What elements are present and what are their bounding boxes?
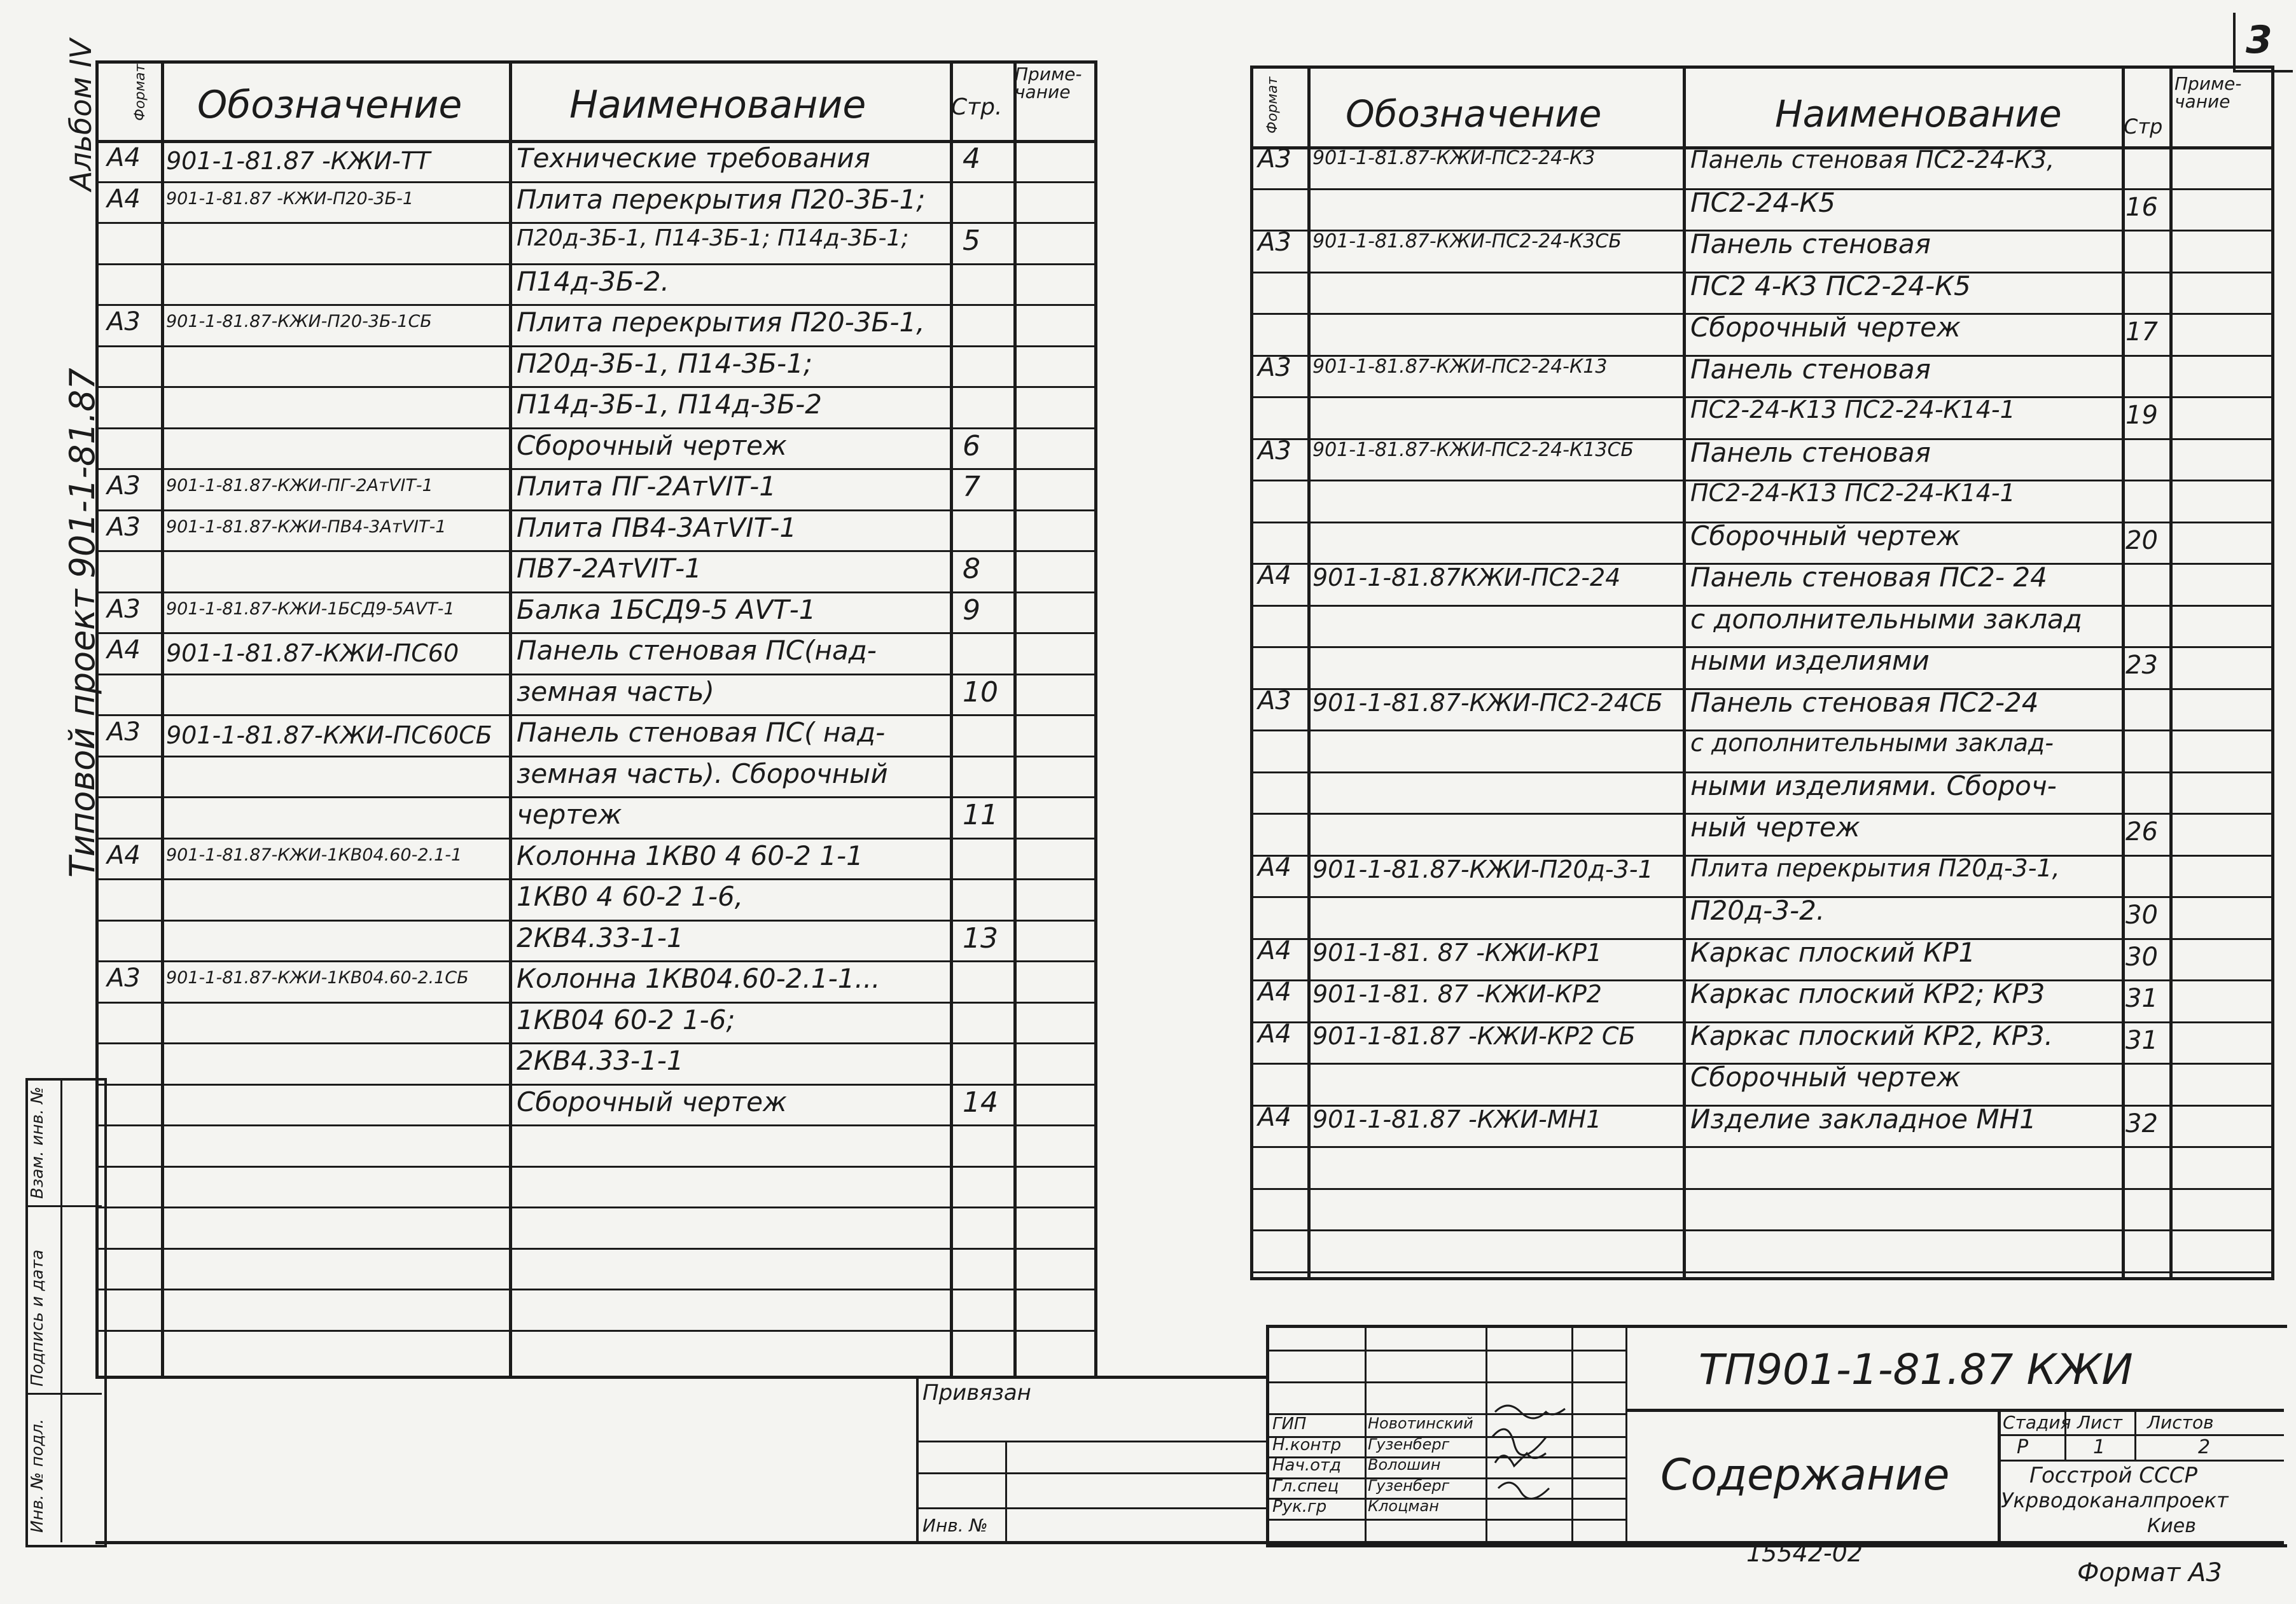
left-header-note: Приме-чание	[1015, 64, 1082, 102]
row-name: 1КВ04 60-2 1-6;	[517, 1004, 735, 1035]
table-row-line	[95, 468, 1097, 470]
table-row-line	[95, 878, 1097, 880]
row-page: 7	[963, 471, 980, 503]
row-designation: 901-1-81. 87 -КЖИ-КР1	[1312, 938, 1602, 967]
role-name: Гузенберг	[1368, 1476, 1450, 1495]
row-page: 6	[963, 429, 980, 462]
row-format: A4	[1258, 936, 1291, 965]
signature-marks	[1482, 1393, 1571, 1507]
table-row-line	[95, 181, 1097, 183]
table-row-line	[95, 345, 1097, 347]
table-row-line	[95, 756, 1097, 757]
row-format: A3	[107, 512, 141, 542]
row-name: Панель стеновая ПС2-24	[1690, 686, 2039, 718]
row-name: ПС2-24-К5	[1690, 186, 1835, 218]
row-page: 11	[963, 799, 998, 831]
row-designation: 901-1-81.87-КЖИ-ПС2-24-К13	[1312, 355, 1608, 378]
stamp-number: 15542-02	[1746, 1539, 1863, 1567]
row-name: ными изделиями	[1690, 645, 1930, 676]
row-name: ными изделиями. Сбороч-	[1690, 770, 2057, 801]
table-row-line	[95, 1002, 1097, 1004]
sheet-header: Лист	[2077, 1412, 2122, 1433]
table-row-line	[95, 674, 1097, 675]
row-format: A3	[107, 594, 141, 624]
row-designation: 901-1-81.87-КЖИ-ПВ4-3АтVIТ-1	[166, 516, 447, 537]
sheets-header: Листов	[2147, 1412, 2214, 1433]
row-page: 20	[2126, 525, 2158, 555]
row-page: 26	[2126, 817, 2158, 847]
row-name: Сборочный чертеж	[517, 429, 787, 461]
table-row-line	[1250, 1146, 2274, 1148]
table-row-line	[95, 1166, 1097, 1168]
bound-label: Привязан	[922, 1380, 1031, 1406]
row-name: ПВ7-2АтVIТ-1	[517, 553, 702, 584]
album-label: Альбом IV	[64, 39, 98, 191]
row-page: 30	[2126, 942, 2158, 972]
row-page: 10	[963, 675, 998, 709]
table-row-line	[95, 838, 1097, 840]
row-name: ПС2-24-К13 ПС2-24-К14-1	[1690, 479, 2015, 507]
sheets-value: 2	[2198, 1436, 2211, 1458]
sheet-value: 1	[2093, 1436, 2106, 1458]
side-label-inv: Инв. № подл.	[28, 1418, 47, 1533]
role-title: ГИП	[1272, 1414, 1307, 1434]
row-name: чертеж	[517, 799, 622, 830]
right-header-name: Наименование	[1775, 92, 2062, 135]
role-name: Новотинский	[1368, 1414, 1473, 1432]
row-designation: 901-1-81.87-КЖИ-П20д-3-1	[1312, 855, 1653, 883]
table-row-line	[95, 1330, 1097, 1332]
row-name: Панель стеновая	[1690, 228, 1931, 259]
table-row-line	[95, 1084, 1097, 1086]
row-page: 16	[2126, 192, 2158, 222]
row-designation: 901-1-81.87-КЖИ-ПС2-24-К3СБ	[1312, 230, 1622, 252]
row-name: П20д-3Б-1, П14-3Б-1; П14д-3Б-1;	[517, 225, 909, 251]
row-designation: 901-1-81.87 -КЖИ-ТТ	[166, 147, 431, 175]
row-name: П14д-3Б-2.	[517, 265, 669, 297]
row-format: A4	[1258, 852, 1291, 882]
organization-line2: Укрводоканалпроект	[2001, 1488, 2229, 1512]
role-name: Клоцман	[1368, 1497, 1439, 1515]
organization-line1: Госстрой СССР	[2029, 1463, 2197, 1488]
row-name: П20д-3Б-1, П14-3Б-1;	[517, 347, 813, 379]
row-format: A4	[107, 184, 141, 214]
row-designation: 901-1-81.87-КЖИ-ПС2-24-К13СБ	[1312, 438, 1634, 461]
row-format: A4	[107, 635, 141, 665]
row-name: с дополнительными заклад	[1690, 603, 2082, 635]
table-row-line	[95, 714, 1097, 716]
row-designation: 901-1-81. 87 -КЖИ-КР2	[1312, 980, 1602, 1008]
role-title: Н.контр	[1272, 1435, 1342, 1455]
table-row-line	[95, 1124, 1097, 1126]
table-row-line	[95, 140, 1097, 142]
row-format: A3	[107, 307, 141, 336]
row-page: 31	[2126, 1025, 2158, 1055]
table-row-line	[95, 591, 1097, 593]
row-designation: 901-1-81.87 -КЖИ-П20-3Б-1	[166, 188, 414, 209]
row-format: A3	[1258, 686, 1291, 716]
row-format: A3	[1258, 228, 1291, 257]
role-name: Гузенберг	[1368, 1435, 1450, 1453]
row-name: Колонна 1КВ0 4 60-2 1-1	[517, 840, 863, 871]
row-page: 23	[2126, 651, 2158, 680]
role-name: Волошин	[1368, 1456, 1441, 1474]
row-name: Каркас плоский КР2; КР3	[1690, 978, 2045, 1009]
row-designation: 901-1-81.87-КЖИ-ПС60СБ	[166, 721, 492, 749]
table-row-line	[95, 386, 1097, 388]
row-designation: 901-1-81.87 -КЖИ-КР2 СБ	[1312, 1021, 1636, 1050]
row-page: 9	[963, 593, 980, 626]
row-page: 13	[963, 922, 998, 955]
row-name: Сборочный чертеж	[1690, 520, 1961, 551]
row-name: Плита перекрытия П20-3Б-1;	[517, 183, 926, 215]
table-row-line	[95, 1042, 1097, 1044]
row-format: A4	[1258, 561, 1291, 590]
right-header-format: Формат	[1265, 76, 1281, 134]
inv-label: Инв. №	[922, 1515, 988, 1536]
row-format: A3	[1258, 436, 1291, 466]
table-row-line	[95, 550, 1097, 552]
row-designation: 901-1-81.87-КЖИ-1КВ04.60-2.1СБ	[166, 968, 469, 988]
row-name: ПС2-24-К13 ПС2-24-К14-1	[1690, 396, 2015, 424]
row-name: Технические требования	[517, 142, 870, 174]
row-name: Плита перекрытия П20д-3-1,	[1690, 854, 2060, 882]
row-format: A3	[107, 717, 141, 747]
table-row-line	[95, 222, 1097, 224]
row-page: 30	[2126, 901, 2158, 930]
row-name: Балка 1БСД9-5 АVТ-1	[517, 593, 816, 625]
row-page: 4	[963, 142, 980, 175]
row-designation: 901-1-81.87-КЖИ-П20-3Б-1СБ	[166, 312, 432, 331]
left-header-page: Стр.	[951, 94, 1003, 120]
left-header-designation: Обозначение	[197, 83, 463, 127]
right-header-page: Стр	[2124, 114, 2163, 139]
table-row-line	[95, 632, 1097, 634]
row-name: Плита ПГ-2АтVIТ-1	[517, 471, 776, 502]
project-label: Типовой проект 901-1-81.87	[62, 368, 102, 878]
row-name: Каркас плоский КР1	[1690, 936, 1976, 968]
organization-line3: Киев	[2147, 1515, 2196, 1537]
left-header-name: Наименование	[569, 83, 866, 127]
row-name: земная часть)	[517, 675, 714, 707]
row-format: A3	[1258, 144, 1291, 174]
document-code: ТП901-1-81.87 КЖИ	[1699, 1345, 2133, 1394]
row-format: A4	[1258, 978, 1291, 1007]
side-label-sign: Подпись и дата	[28, 1249, 47, 1386]
row-name: Плита перекрытия П20-3Б-1,	[517, 307, 925, 338]
table-row-line	[1250, 1229, 2274, 1231]
row-page: 14	[963, 1086, 998, 1119]
stage-header: Стадия	[2003, 1412, 2071, 1433]
row-designation: 901-1-81.87-КЖИ-ПС2-24-К3	[1312, 147, 1596, 169]
row-name: ный чертеж	[1690, 812, 1860, 843]
table-row-line	[95, 1289, 1097, 1290]
table-row-line	[95, 263, 1097, 265]
role-title: Рук.гр	[1272, 1497, 1327, 1516]
page-number: 3	[2246, 18, 2272, 62]
row-format: A4	[1258, 1019, 1291, 1049]
side-label-replace: Взам. инв. №	[28, 1086, 47, 1199]
table-row-line	[95, 304, 1097, 306]
table-row-line	[1250, 1271, 2274, 1273]
row-format: A3	[107, 964, 141, 993]
row-format: A4	[107, 840, 141, 870]
row-name: П14д-3Б-1, П14д-3Б-2	[517, 389, 822, 420]
row-name: Панель стеновая	[1690, 436, 1931, 468]
right-header-note: Приме-чание	[2174, 73, 2242, 112]
row-name: земная часть). Сборочный	[517, 757, 888, 789]
row-name: Колонна 1КВ04.60-2.1-1...	[517, 963, 880, 994]
row-name: 2КВ4.33-1-1	[517, 1045, 684, 1076]
row-designation: 901-1-81.87 -КЖИ-МН1	[1312, 1105, 1602, 1133]
row-designation: 901-1-81.87-КЖИ-ПС60	[166, 639, 459, 667]
row-page: 32	[2126, 1109, 2158, 1138]
table-row-line	[1250, 1188, 2274, 1190]
row-designation: 901-1-81.87-КЖИ-1БСД9-5АVТ-1	[166, 598, 455, 619]
row-name: Панель стеновая ПС2- 24	[1690, 562, 2047, 593]
row-page: 8	[963, 553, 980, 585]
table-row-line	[95, 920, 1097, 922]
row-name: Сборочный чертеж	[1690, 312, 1961, 343]
row-designation: 901-1-81.87-КЖИ-ПГ-2АтVIТ-1	[166, 476, 433, 495]
row-name: Панель стеновая ПС(над-	[517, 635, 877, 666]
row-name: Панель стеновая	[1690, 353, 1931, 385]
row-name: Сборочный чертеж	[517, 1086, 787, 1117]
table-row-line	[95, 960, 1097, 962]
row-designation: 901-1-81.87КЖИ-ПС2-24	[1312, 563, 1621, 591]
row-format: A3	[107, 471, 141, 501]
row-page: 31	[2126, 984, 2158, 1013]
row-name: ПС2 4-К3 ПС2-24-К5	[1690, 270, 1971, 301]
row-format: A3	[1258, 352, 1291, 382]
stage-value: Р	[2017, 1436, 2029, 1458]
row-name: с дополнительными заклад-	[1690, 729, 2054, 757]
row-name: П20д-3-2.	[1690, 895, 1825, 926]
row-name: Каркас плоский КР2, КР3.	[1690, 1020, 2053, 1051]
row-designation: 901-1-81.87-КЖИ-1КВ04.60-2.1-1	[166, 845, 463, 865]
table-row-line	[95, 1248, 1097, 1250]
row-name: Изделие закладное МН1	[1690, 1103, 2036, 1135]
row-name: 1КВ0 4 60-2 1-6,	[517, 881, 744, 912]
table-row-line	[95, 1206, 1097, 1208]
right-header-designation: Обозначение	[1346, 92, 1602, 135]
table-row-line	[95, 796, 1097, 798]
row-format: A4	[1258, 1102, 1291, 1132]
role-title: Гл.спец	[1272, 1476, 1339, 1496]
row-format: A4	[107, 143, 141, 172]
row-name: Плита ПВ4-3АтVIТ-1	[517, 511, 797, 543]
document-title: Содержание	[1660, 1450, 1950, 1500]
row-page: 17	[2126, 317, 2158, 347]
row-page: 5	[963, 225, 980, 257]
row-name: 2КВ4.33-1-1	[517, 922, 684, 953]
row-name: Панель стеновая ПС2-24-К3,	[1690, 146, 2055, 174]
row-name: Сборочный чертеж	[1690, 1061, 1961, 1093]
row-designation: 901-1-81.87-КЖИ-ПС2-24СБ	[1312, 688, 1663, 717]
left-header-format: Формат	[132, 64, 148, 121]
table-row-line	[95, 509, 1097, 511]
row-name: Панель стеновая ПС( над-	[517, 717, 886, 748]
role-title: Нач.отд	[1272, 1456, 1342, 1475]
format-footer: Формат A3	[2077, 1558, 2222, 1587]
row-page: 19	[2126, 401, 2158, 430]
table-row-line	[95, 427, 1097, 429]
